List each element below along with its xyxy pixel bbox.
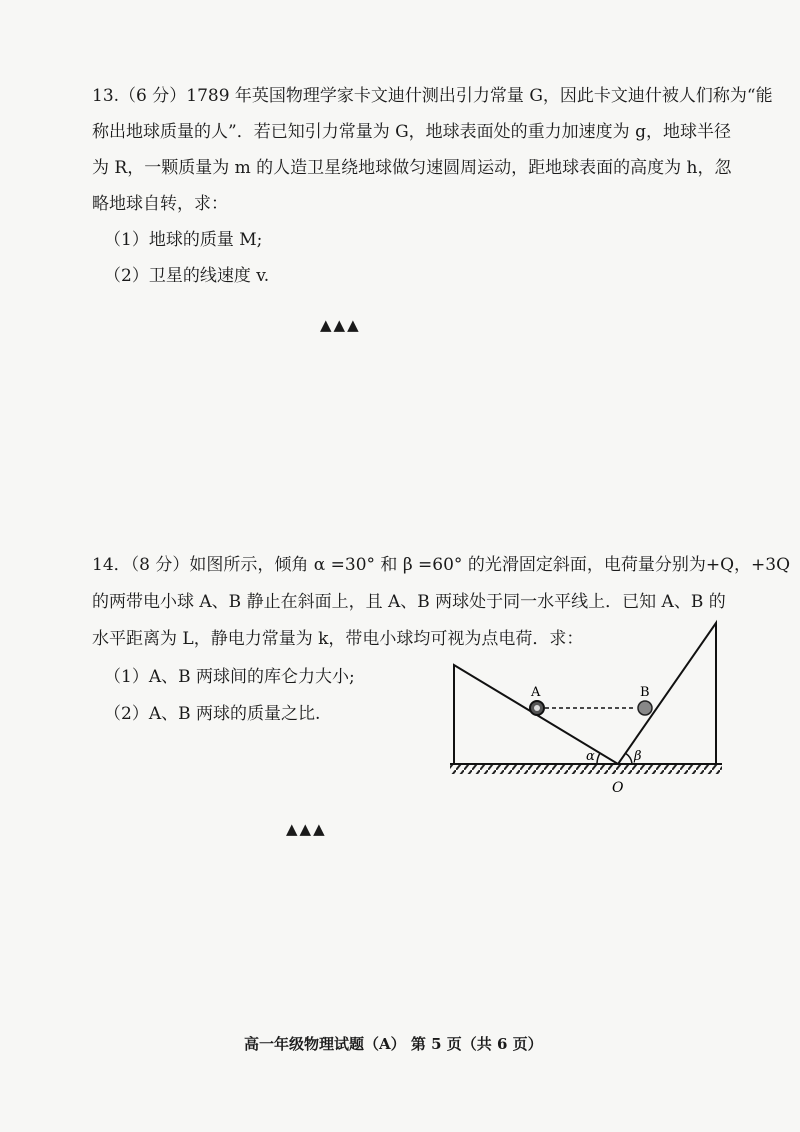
q13-answer-mark: ▲▲▲ bbox=[320, 316, 361, 334]
q13-line-3: 为 R，一颗质量为 m 的人造卫星绕地球做匀速圆周运动，距地球表面的高度为 h，忽 bbox=[92, 158, 732, 178]
q14-line-2: 的两带电小球 A、B 静止在斜面上，且 A、B 两球处于同一水平线上．已知 A、B 的 bbox=[92, 592, 726, 612]
incline-figure bbox=[440, 610, 740, 800]
ground-hatching bbox=[450, 764, 722, 774]
q14-part-2: （2）A、B 两球的质量之比. bbox=[104, 704, 321, 724]
page-footer: 高一年级物理试题（A） 第 5 页（共 6 页） bbox=[244, 1035, 543, 1053]
label-o: O bbox=[612, 780, 624, 796]
label-b: B bbox=[640, 685, 650, 700]
q13-line-1: 13.（6 分）1789 年英国物理学家卡文迪什测出引力常量 G，因此卡文迪什被人们称为“能 bbox=[92, 86, 773, 106]
q14-line-1: 14．（8 分）如图所示，倾角 α =30° 和 β =60° 的光滑固定斜面，电荷量分别为+Q，+3Q bbox=[92, 555, 791, 575]
q13-part-2: （2）卫星的线速度 v. bbox=[104, 266, 270, 286]
q13-line-2: 称出地球质量的人”．若已知引力常量为 G，地球表面处的重力加速度为 g，地球半径 bbox=[92, 122, 731, 142]
q13-part-1: （1）地球的质量 M; bbox=[104, 230, 263, 250]
label-beta: β bbox=[634, 749, 642, 764]
q14-part-1: （1）A、B 两球间的库仑力大小; bbox=[104, 667, 355, 687]
q14-answer-mark: ▲▲▲ bbox=[286, 820, 327, 838]
q14-line-3: 水平距离为 L，静电力常量为 k，带电小球均可视为点电荷．求： bbox=[92, 629, 584, 649]
label-a: A bbox=[531, 685, 541, 700]
q13-line-4: 略地球自转，求： bbox=[92, 194, 228, 214]
ball-a-highlight bbox=[534, 705, 540, 711]
alpha-arc bbox=[597, 754, 600, 765]
label-alpha: α bbox=[586, 749, 595, 764]
ball-b bbox=[638, 701, 652, 715]
right-incline bbox=[618, 623, 716, 764]
beta-arc bbox=[626, 754, 632, 764]
